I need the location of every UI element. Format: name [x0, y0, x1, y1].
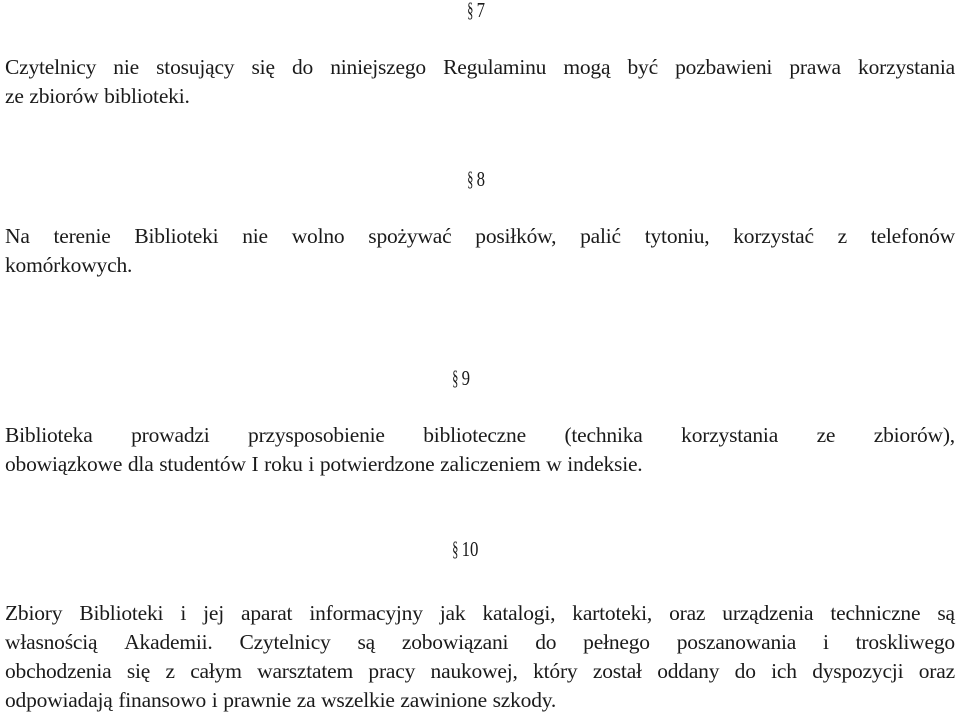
word: Czytelnicy [5, 55, 97, 79]
paragraph-line: komórkowych. [5, 253, 133, 277]
word: ze [816, 423, 836, 447]
word: jak [439, 601, 466, 625]
section-number: 10 [461, 537, 479, 561]
word: katalogi, [482, 601, 556, 625]
word: pełnego [583, 630, 650, 654]
word: informacyjny [309, 601, 423, 625]
word: mogą [563, 55, 611, 79]
paragraph-line: odpowiadają finansowo i prawnie za wszelkie zawinione szkody. [5, 688, 557, 712]
word: tytoniu, [644, 224, 710, 248]
word: naukowej, [430, 659, 518, 683]
word: być [627, 55, 658, 79]
paragraph-line: obowiązkowe dla studentów I roku i potwierdzone zaliczeniem w indeksie. [5, 452, 643, 476]
word: urządzenia [722, 601, 814, 625]
word: korzystać [733, 224, 814, 248]
section-heading-7 [465, 0, 485, 22]
section-number: 9 [461, 366, 470, 390]
word: jej [203, 601, 225, 625]
word: spożywać [368, 224, 452, 248]
word: Biblioteka [5, 423, 93, 447]
word: do [535, 630, 557, 654]
word: własnością [5, 630, 98, 654]
paragraph-line [5, 599, 955, 628]
word: i [822, 630, 829, 654]
word: telefonów [870, 224, 955, 248]
word: prawa [789, 55, 841, 79]
section-sign: § [467, 167, 474, 191]
word: pozbawieni [675, 55, 773, 79]
word: są [357, 630, 375, 654]
word: obchodzenia [5, 659, 112, 683]
word: przysposobienie [248, 423, 385, 447]
word: Regulaminu [443, 55, 547, 79]
section-number: 7 [476, 0, 485, 22]
word: posiłków, [475, 224, 557, 248]
section-sign: § [452, 366, 459, 390]
section-10-paragraph [5, 599, 955, 715]
word: aparat [241, 601, 293, 625]
word: nie [242, 224, 268, 248]
word: biblioteczne [423, 423, 526, 447]
word: Biblioteki [134, 224, 219, 248]
word: oraz [669, 601, 706, 625]
word: Biblioteki [79, 601, 164, 625]
section-number: 8 [476, 167, 485, 191]
word: całym [190, 659, 242, 683]
section-heading-8 [465, 167, 485, 191]
word: troskliwego [855, 630, 955, 654]
word: techniczne [830, 601, 921, 625]
section-8-paragraph [5, 222, 955, 280]
word: i [180, 601, 187, 625]
word: stosujący [156, 55, 235, 79]
word: prowadzi [131, 423, 210, 447]
word: zbiorów), [873, 423, 955, 447]
word: poszanowania [676, 630, 797, 654]
word: warsztatem [257, 659, 354, 683]
paragraph-line [5, 222, 955, 251]
word: Czytelnicy [239, 630, 331, 654]
paragraph-line [5, 53, 955, 82]
paragraph-line: ze zbiorów biblioteki. [5, 84, 190, 108]
paragraph-line [5, 657, 955, 686]
word: oraz [918, 659, 955, 683]
word: korzystania [858, 55, 955, 79]
word: Zbiory [5, 601, 63, 625]
word: dyspozycji [812, 659, 904, 683]
section-heading-10 [450, 537, 478, 561]
word: do [734, 659, 756, 683]
word: (technika [564, 423, 643, 447]
word: który [533, 659, 578, 683]
word: niniejszego [330, 55, 426, 79]
word: się [126, 659, 151, 683]
word: Na [5, 224, 30, 248]
word: korzystania [681, 423, 779, 447]
word: do [291, 55, 314, 79]
word: z [837, 224, 847, 248]
word: zobowiązani [401, 630, 509, 654]
word: terenie [53, 224, 111, 248]
section-heading-9 [450, 366, 470, 390]
word: palić [580, 224, 621, 248]
word: Akademii. [124, 630, 213, 654]
word: z [165, 659, 175, 683]
section-7-paragraph [5, 53, 955, 111]
word: pracy [368, 659, 416, 683]
word: nie [113, 55, 139, 79]
word: został [592, 659, 642, 683]
word: kartoteki, [572, 601, 653, 625]
word: oddany [657, 659, 720, 683]
section-sign: § [452, 537, 459, 561]
paragraph-line [5, 421, 955, 450]
word: ich [771, 659, 797, 683]
section-sign: § [467, 0, 474, 22]
word: się [251, 55, 275, 79]
section-9-paragraph [5, 421, 955, 479]
paragraph-line [5, 628, 955, 657]
word: są [937, 601, 955, 625]
word: wolno [291, 224, 345, 248]
